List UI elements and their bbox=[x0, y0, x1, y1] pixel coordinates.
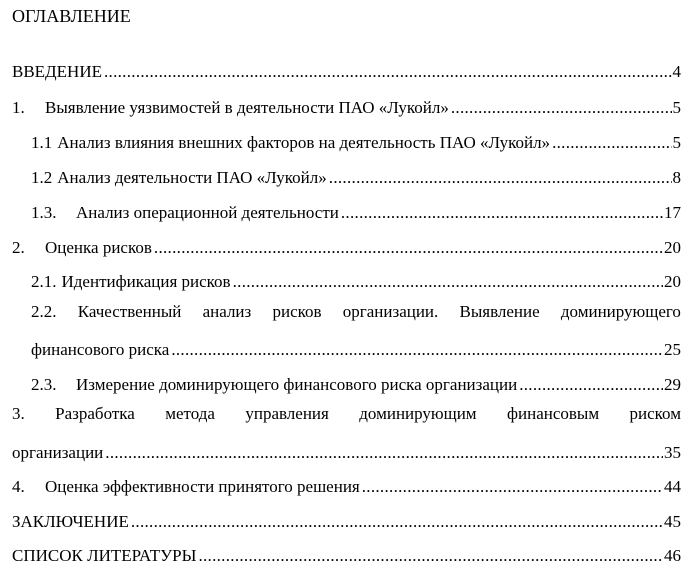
toc-entry-title-word: риском bbox=[629, 404, 681, 423]
toc-entry-2-2-line1[interactable] bbox=[31, 302, 681, 326]
toc-entry-label bbox=[31, 375, 517, 395]
toc-entry-1-3[interactable] bbox=[31, 199, 681, 223]
toc-entry-1-1[interactable] bbox=[31, 129, 681, 153]
toc-entry-title-word: анализ bbox=[202, 302, 252, 321]
toc-entry-title: СПИСОК ЛИТЕРАТУРЫ bbox=[12, 546, 197, 565]
toc-entry-title-word: Выявление bbox=[459, 302, 540, 321]
toc-entry-title: организации bbox=[12, 443, 104, 462]
toc-entry-label bbox=[31, 168, 327, 188]
toc-page-number: 20 bbox=[664, 272, 681, 291]
toc-entry-title-word: финансовым bbox=[506, 404, 600, 423]
toc-entry-title: Анализ деятельности ПАО «Лукойл» bbox=[57, 168, 327, 187]
toc-page-number: 4 bbox=[672, 62, 681, 81]
toc-leader-dots bbox=[104, 62, 672, 82]
toc-entry-2-3[interactable] bbox=[31, 371, 681, 395]
toc-leader-dots bbox=[154, 238, 663, 258]
toc-leader-dots bbox=[552, 133, 671, 153]
toc-entry-3-line1[interactable] bbox=[12, 404, 681, 428]
toc-heading: ОГЛАВЛЕНИЕ bbox=[12, 6, 131, 26]
toc-leader-dots bbox=[362, 477, 663, 497]
toc-entry-label bbox=[12, 238, 152, 258]
toc-leader-dots bbox=[105, 443, 663, 463]
toc-entry-number: 3. bbox=[12, 404, 25, 423]
toc-entry-title-word: Разработка bbox=[55, 404, 135, 423]
toc-entry-title-word: метода bbox=[165, 404, 215, 423]
toc-entry-title: финансового риска bbox=[31, 340, 170, 359]
toc-entry-1[interactable] bbox=[12, 94, 681, 118]
toc-entry-title-word: организации. bbox=[342, 302, 439, 321]
toc-leader-dots bbox=[131, 512, 663, 532]
toc-page-number: 46 bbox=[664, 546, 681, 565]
toc-entry-label bbox=[31, 203, 339, 223]
toc-leader-dots bbox=[341, 203, 663, 223]
toc-entry-4[interactable] bbox=[12, 473, 681, 497]
toc-entry-label bbox=[12, 98, 449, 118]
toc-entry-2[interactable] bbox=[12, 234, 681, 258]
toc-entry-number: 1.1 bbox=[31, 133, 53, 152]
toc-entry-3-line2[interactable] bbox=[12, 439, 681, 463]
toc-leader-dots bbox=[233, 272, 663, 292]
toc-entry-title: Оценка эффективности принятого решения bbox=[45, 477, 360, 496]
toc-entry-label bbox=[31, 133, 550, 153]
toc-page-number: 17 bbox=[664, 203, 681, 222]
toc-entry-title: ВВЕДЕНИЕ bbox=[12, 62, 102, 81]
toc-leader-dots bbox=[329, 168, 672, 188]
toc-entry-number: 1.2 bbox=[31, 168, 53, 187]
toc-page-number: 45 bbox=[664, 512, 681, 531]
toc-entry-title: Измерение доминирующего финансового риска организации bbox=[76, 375, 518, 394]
toc-page-number: 20 bbox=[664, 238, 681, 257]
toc-entry-conclusion[interactable] bbox=[12, 508, 681, 532]
toc-entry-number: 4. bbox=[12, 477, 25, 496]
toc-entry-title-word: доминирующего bbox=[560, 302, 681, 321]
toc-leader-dots bbox=[451, 98, 672, 118]
toc-page-number: 8 bbox=[672, 168, 681, 187]
toc-entry-title: Выявление уязвимостей в деятельности ПАО «Лукойл» bbox=[45, 98, 449, 117]
toc-entry-title: Анализ операционной деятельности bbox=[76, 203, 339, 222]
toc-leader-dots bbox=[519, 375, 663, 395]
toc-entry-number: 1.3. bbox=[31, 203, 57, 222]
toc-page-number: 5 bbox=[672, 98, 681, 117]
toc-entry-title-word: управления bbox=[245, 404, 329, 423]
toc-entry-1-2[interactable] bbox=[31, 164, 681, 188]
toc-entry-2-1[interactable] bbox=[31, 268, 681, 292]
toc-entry-label bbox=[31, 272, 231, 292]
toc-entry-introduction[interactable] bbox=[12, 58, 681, 82]
toc-entry-number: 2.2. bbox=[31, 302, 57, 321]
toc-page-number: 29 bbox=[664, 375, 681, 394]
toc-entry-2-2-line2[interactable] bbox=[31, 336, 681, 360]
toc-page-number: 5 bbox=[672, 133, 681, 152]
toc-entry-title-word: рисков bbox=[272, 302, 322, 321]
toc-entry-bibliography[interactable] bbox=[12, 542, 681, 566]
toc-page-number: 44 bbox=[664, 477, 681, 496]
toc-entry-title-word: Качественный bbox=[77, 302, 182, 321]
toc-entry-title: Идентификация рисков bbox=[61, 272, 231, 291]
toc-entry-label bbox=[12, 477, 360, 497]
toc-entry-title: ЗАКЛЮЧЕНИЕ bbox=[12, 512, 129, 531]
toc-leader-dots bbox=[198, 546, 663, 566]
toc-entry-number: 2.3. bbox=[31, 375, 57, 394]
toc-page-number: 25 bbox=[664, 340, 681, 359]
toc-entry-number: 1. bbox=[12, 98, 25, 117]
toc-leader-dots bbox=[171, 340, 663, 360]
toc-entry-number: 2. bbox=[12, 238, 25, 257]
toc-entry-title: Оценка рисков bbox=[45, 238, 152, 257]
toc-entry-title: Анализ влияния внешних факторов на деятельность ПАО «Лукойл» bbox=[57, 133, 551, 152]
toc-entry-title-word: доминирующим bbox=[359, 404, 477, 423]
toc-page-number: 35 bbox=[664, 443, 681, 462]
toc-entry-number: 2.1. bbox=[31, 272, 57, 291]
